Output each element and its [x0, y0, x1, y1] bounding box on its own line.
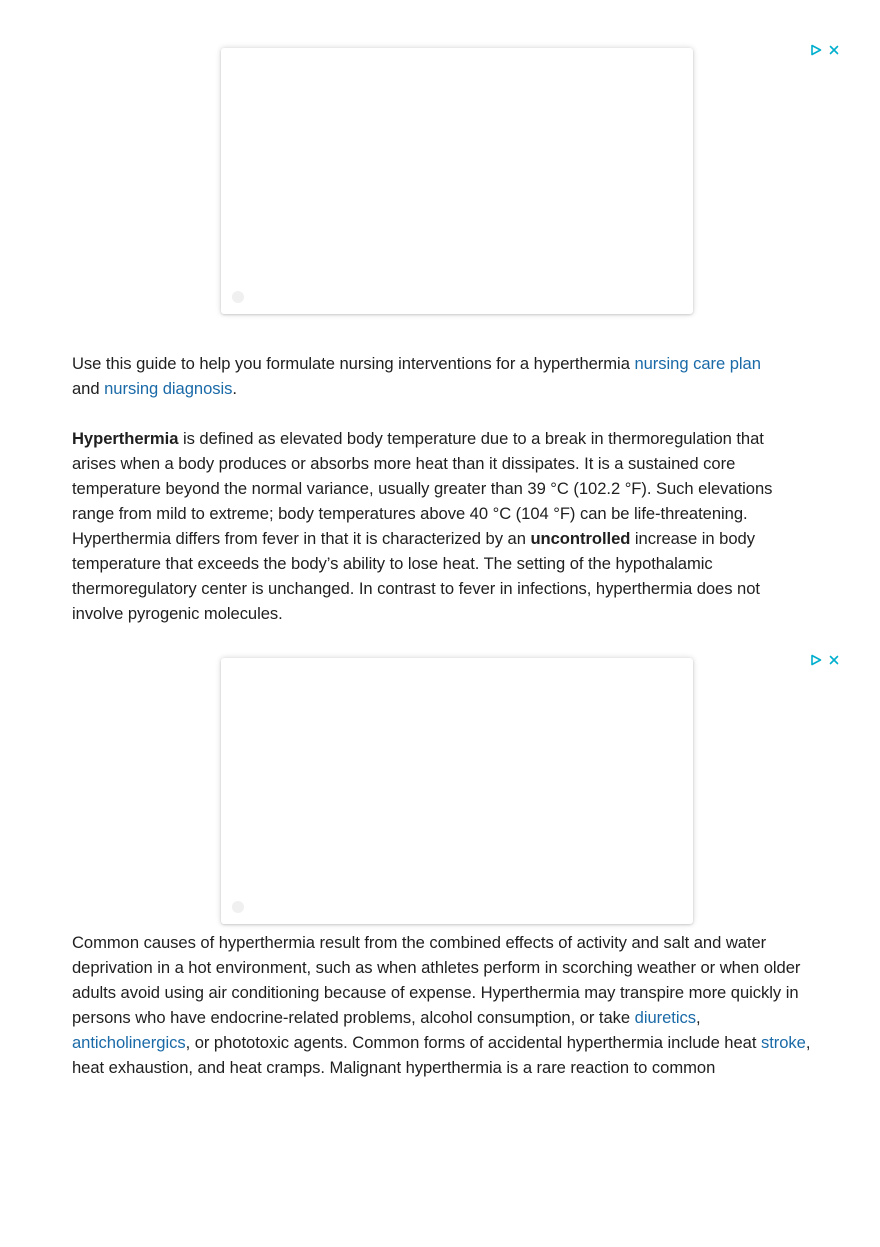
- causes-sep-1: ,: [696, 1008, 701, 1027]
- advertisement-slot-1[interactable]: [221, 48, 693, 314]
- close-icon[interactable]: [828, 654, 840, 666]
- intro-paragraph: [72, 351, 812, 401]
- adchoices-icon[interactable]: [810, 44, 822, 56]
- causes-paragraph: [72, 930, 817, 1080]
- causes-text-3: , heat exhaustion, and heat cramps. Malignant hyperthermia is a rare reaction to common: [72, 1033, 811, 1077]
- close-icon[interactable]: [828, 44, 840, 56]
- hyperthermia-term: Hyperthermia: [72, 429, 179, 448]
- ad-controls-1: [810, 44, 840, 56]
- content-fade-overlay: [0, 1080, 880, 1247]
- intro-text-end: .: [232, 379, 237, 398]
- ad-loading-icon: [231, 290, 245, 304]
- ad-controls-2: [810, 654, 840, 666]
- nursing-care-plan-link[interactable]: nursing care plan: [634, 354, 761, 373]
- stroke-link[interactable]: stroke: [760, 1033, 806, 1052]
- definition-text-2: increase in body temperature that exceeds the body’s ability to lose heat. The setting of the hypothalamic thermoregulatory center is unchanged. In contrast to fever in infections, hyperthermia does not involve pyrogenic molecules.: [72, 529, 760, 623]
- nursing-diagnosis-link[interactable]: nursing diagnosis: [104, 379, 233, 398]
- adchoices-icon[interactable]: [810, 654, 822, 666]
- causes-text-2: , or phototoxic agents. Common forms of accidental hyperthermia include heat: [185, 1033, 761, 1052]
- uncontrolled-emphasis: uncontrolled: [530, 529, 631, 548]
- causes-text-1: Common causes of hyperthermia result from the combined effects of activity and salt and water deprivation in a hot environment, such as when athletes perform in scorching weather or when older adults avoid using air conditioning because of expense. Hyperthermia may transpire more quickly in persons who have endocrine-related problems, alcohol consumption, or take: [72, 933, 801, 1027]
- anticholinergics-link[interactable]: anticholinergics: [72, 1033, 186, 1052]
- intro-text-mid: and: [72, 379, 105, 398]
- ad-loading-icon: [231, 900, 245, 914]
- advertisement-slot-2[interactable]: [221, 658, 693, 924]
- intro-text-before: Use this guide to help you formulate nursing interventions for a hyperthermia: [72, 354, 635, 373]
- definition-text-1: is defined as elevated body temperature due to a break in thermoregulation that arises when a body produces or absorbs more heat than it dissipates. It is a sustained core temperature beyond the normal variance, usually greater than 39 °C (102.2 °F). Such elevations range from mild to extreme; body temperatures above 40 °C (104 °F) can be life-threatening. Hyperthermia differs from fever in that it is characterized by an: [72, 429, 773, 548]
- diuretics-link[interactable]: diuretics: [634, 1008, 696, 1027]
- definition-paragraph: [72, 426, 812, 626]
